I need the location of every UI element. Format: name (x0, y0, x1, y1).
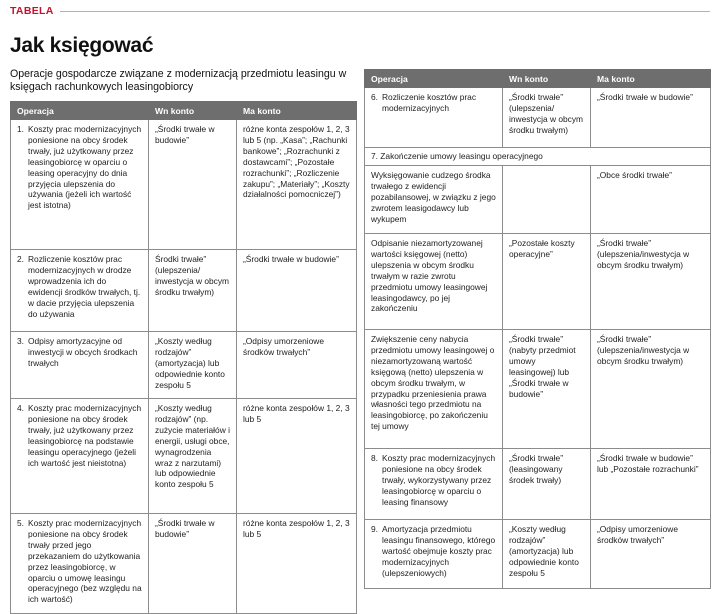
operation-text: Odpisy amortyzacyjne od inwestycji w obcych środkach trwałych (28, 336, 138, 368)
table-row (11, 399, 357, 514)
table-row (11, 514, 357, 614)
row-number: 3. (17, 336, 24, 346)
table-row (365, 520, 711, 589)
operation-cell: Wyksięgowanie cudzego środka trwałego z ewidencji pozabilansowej, w związku z jego zwrotem leasigodawcy lub wykupem (365, 166, 503, 234)
operation-text: Koszty prac modernizacyjnych poniesione na obcy środek trwały, już użytkowany przez leasingobiorcę w oparciu o leasing operacyjny do dnia przyjęcia ulepszenia do używania (jeżeli ich wartość jest istotna) (28, 124, 142, 211)
page-title: Jak księgować (10, 34, 154, 57)
credit-cell: „Środki trwałe” (ulepszenia/inwestycja w obcym środku trwałym) (591, 330, 711, 449)
row-number: 5. (17, 518, 24, 528)
operation-text: Koszty prac modernizacyjnych poniesione na obcy środek trwały przed jego przekazaniem do użytkowania przez leasingobiorcę, w oparciu o umowę leasingu operacyjnego (bez względu na ich wartość) (28, 518, 142, 605)
operation-text: Koszty prac modernizacyjnych poniesione na obcy środek trwały, wykorzystywany przez leasingobiorcę w oparciu o leasing finansowy (382, 453, 496, 507)
credit-cell: „Środki trwałe w budowie” lub „Pozostałe rozrachunki” (591, 449, 711, 520)
debit-cell: „Koszty według rodzajów” (np. zużycie materiałów i energii, usługi obce, wynagrodzenia wraz z narzutami) lub odpowiednie konto zespołu 5 (149, 399, 237, 514)
operation-text: Amortyzacja przedmiotu leasingu finansowego, którego wartość obejmuje koszty prac modernizacyjnych (ulepszeniowych) (382, 524, 496, 578)
left-table (10, 101, 357, 614)
debit-cell: Środki trwałe” (ulepszenia/ inwestycja w obcym środku trwałym) (149, 250, 237, 332)
operation-cell (365, 88, 503, 148)
table-row (11, 120, 357, 250)
operation-cell: Zwiększenie ceny nabycia przedmiotu umowy leasingowej o niezamortyzowaną wartość księgową (netto) ulepszenia w obcym środku trwałym, w przypadku przeniesienia prawa własności tego przedmiotu na leasingobiorcę, po zakończeniu tej umowy (365, 330, 503, 449)
credit-cell: „Obce środki trwałe” (591, 166, 711, 234)
debit-cell: „Środki trwałe” (ulepszenia/ inwestycja w obcym środku trwałym) (503, 88, 591, 148)
right-table (364, 69, 711, 589)
operation-cell (11, 514, 149, 614)
credit-cell: „Środki trwałe w budowie” (237, 250, 357, 332)
row-number: 6. (371, 92, 378, 102)
row-number: 4. (17, 403, 24, 413)
table-row (365, 449, 711, 520)
operation-cell (11, 332, 149, 399)
debit-cell: „Środki trwałe w budowie” (149, 514, 237, 614)
row-number: 8. (371, 453, 378, 463)
operation-cell: Odpisanie niezamortyzowanej wartości księgowej (netto) ulepszenia w obcym środku trwałym w razie zwrotu przedmiotu umowy leasingowej leasingodawcy, po jej zakończeniu (365, 234, 503, 330)
row-number: 2. (17, 254, 24, 264)
left-header-row (11, 102, 357, 120)
debit-cell: „Pozostałe koszty operacyjne” (503, 234, 591, 330)
table-row (365, 88, 711, 148)
debit-cell: „Koszty według rodzajów” (amortyzacja) lub odpowiednie konto zespołu 5 (503, 520, 591, 589)
credit-cell: „Środki trwałe w budowie” (591, 88, 711, 148)
operation-cell (11, 120, 149, 250)
credit-cell: „Odpisy umorzeniowe środków trwałych” (591, 520, 711, 589)
row-number: 1. (17, 124, 24, 134)
table-row (365, 330, 711, 449)
operation-cell (365, 449, 503, 520)
header-debit: Wn konto (503, 70, 591, 88)
operation-cell (11, 250, 149, 332)
debit-cell (503, 166, 591, 234)
kicker-divider (60, 11, 710, 12)
debit-cell: „Środki trwałe w budowie” (149, 120, 237, 250)
credit-cell: różne konta zespołów 1, 2, 3 lub 5 (np. „Kasa”; „Rachunki bankowe”; „Rozrachunki z dostawcami”; „Pozostałe rozrachunki”; „Rozliczenie zakupu”; „Materiały”; „Koszty działalności pomocniczej”) (237, 120, 357, 250)
debit-cell: „Środki trwałe” (leasingowany środek trwały) (503, 449, 591, 520)
section-heading: 7. Zakończenie umowy leasingu operacyjnego (365, 148, 711, 166)
operation-text: Rozliczenie kosztów prac modernizacyjnych (382, 92, 477, 113)
header-credit: Ma konto (237, 102, 357, 120)
operation-text: Koszty prac modernizacyjnych poniesione na obcy środek trwały, już użytkowany przez leasingobiorcę na podstawie leasingu operacyjnego (jeżeli ich wartość jest nieistotna) (28, 403, 142, 468)
operation-cell (365, 520, 503, 589)
table-row (365, 234, 711, 330)
credit-cell: „Odpisy umorzeniowe środków trwałych” (237, 332, 357, 399)
kicker-label: TABELA (10, 5, 54, 17)
debit-cell: „Koszty według rodzajów” (amortyzacja) lub odpowiednie konto zespołu 5 (149, 332, 237, 399)
debit-cell: „Środki trwałe” (nabyty przedmiot umowy leasingowej) lub „Środki trwałe w budowie” (503, 330, 591, 449)
right-header-row (365, 70, 711, 88)
credit-cell: „Środki trwałe” (ulepszenia/inwestycja w obcym środku trwałym) (591, 234, 711, 330)
row-number: 9. (371, 524, 378, 534)
header-credit: Ma konto (591, 70, 711, 88)
section-row (365, 148, 711, 166)
kicker-bar (10, 5, 710, 17)
header-operation: Operacja (365, 70, 503, 88)
credit-cell: różne konta zespołów 1, 2, 3 lub 5 (237, 514, 357, 614)
header-debit: Wn konto (149, 102, 237, 120)
table-caption: Operacje gospodarcze związane z modernizacją przedmiotu leasingu w księgach rachunkowych leasingobiorcy (10, 68, 347, 93)
table-row (11, 250, 357, 332)
header-operation: Operacja (11, 102, 149, 120)
operation-cell (11, 399, 149, 514)
credit-cell: różne konta zespołów 1, 2, 3 lub 5 (237, 399, 357, 514)
operation-text: Rozliczenie kosztów prac modernizacyjnych w drodze wprowadzenia ich do ewidencji środków trwałych, tj. w dacie przyjęcia ulepszenia do używania (28, 254, 141, 319)
table-row (11, 332, 357, 399)
table-row (365, 166, 711, 234)
